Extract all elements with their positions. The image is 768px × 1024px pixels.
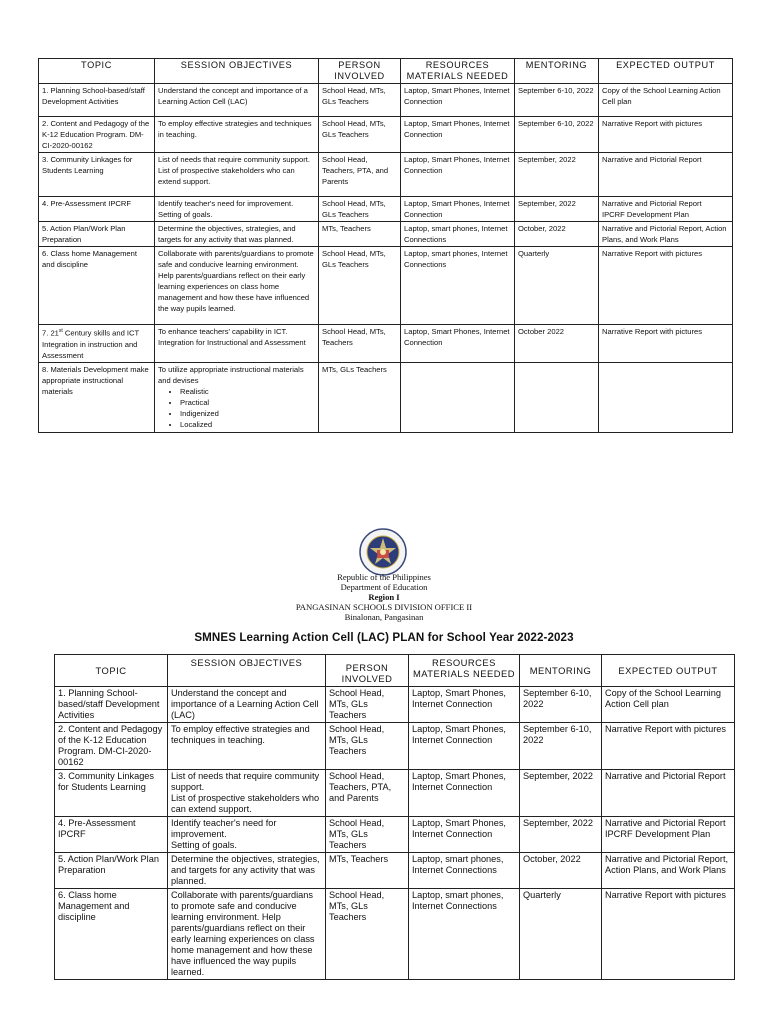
header-mentoring: MENTORING <box>520 655 602 687</box>
header-mentoring: MENTORING <box>515 59 599 84</box>
cell-topic: 1. Planning School-based/staff Development Activities <box>55 687 168 723</box>
cell-output: Narrative Report with pictures <box>602 889 735 980</box>
cell-topic: 2. Content and Pedagogy of the K-12 Education Program. DM-CI-2020-00162 <box>39 117 155 153</box>
cell-resources: Laptop, Smart Phones, Internet Connection <box>401 197 515 222</box>
cell-output: Narrative Report with pictures <box>599 117 733 153</box>
table-row <box>39 153 733 197</box>
cell-output: Narrative and Pictorial Report IPCRF Development Plan <box>599 197 733 222</box>
table-row <box>39 117 733 153</box>
cell-mentoring: October, 2022 <box>515 222 599 247</box>
cell-topic: 4. Pre-Assessment IPCRF <box>55 817 168 853</box>
cell-persons: School Head, Teachers, PTA, and Parents <box>319 153 401 197</box>
list-item: • Localized <box>180 419 315 430</box>
cell-topic <box>39 325 155 363</box>
department-line: Department of Education <box>340 582 428 592</box>
cell-output: Narrative and Pictorial Report, Action Plans, and Work Plans <box>602 853 735 889</box>
list-item: • Practical <box>180 397 315 408</box>
cell-resources: Laptop, smart phones, Internet Connections <box>409 853 520 889</box>
cell-mentoring: September, 2022 <box>515 153 599 197</box>
page-title: SMNES Learning Action Cell (LAC) PLAN for School Year 2022-2023 <box>194 631 574 644</box>
table-row <box>39 84 733 117</box>
cell-topic: 5. Action Plan/Work Plan Preparation <box>55 853 168 889</box>
cell-persons: MTs, GLs Teachers <box>319 362 401 432</box>
cell-objectives: Collaborate with parents/guardians to promote safe and conducive learning environment. Help parents/guardians reflect on their early learning experiences on class home management and how these have influenced the way pupils learned. <box>168 889 326 980</box>
table-row <box>55 817 735 853</box>
cell-resources: Laptop, Smart Phones, Internet Connection <box>409 723 520 770</box>
cell-mentoring: October, 2022 <box>520 853 602 889</box>
cell-objectives: List of needs that require community support. List of prospective stakeholders who can extend support. <box>168 770 326 817</box>
cell-objectives: Collaborate with parents/guardians to promote safe and conducive learning environment. Help parents/guardians reflect on their early learning experiences on class home management and how these have influenced the way pupils learned. <box>155 247 319 325</box>
cell-mentoring: Quarterly <box>515 247 599 325</box>
cell-mentoring: September, 2022 <box>520 817 602 853</box>
cell-resources: Laptop, Smart Phones, Internet Connection <box>401 153 515 197</box>
cell-topic: 2. Content and Pedagogy of the K-12 Education Program. DM-CI-2020-00162 <box>55 723 168 770</box>
table-header-row <box>55 655 735 687</box>
cell-output: Narrative and Pictorial Report IPCRF Development Plan <box>602 817 735 853</box>
cell-persons: School Head, MTs, GLs Teachers <box>326 817 409 853</box>
cell-objectives: To enhance teachers' capability in ICT. Integration for Instructional and Assessment <box>155 325 319 363</box>
table-row <box>55 770 735 817</box>
cell-persons: School Head, MTs, GLs Teachers <box>319 247 401 325</box>
cell-objectives: Identify teacher's need for improvement. Setting of goals. <box>168 817 326 853</box>
cell-resources: Laptop, smart phones, Internet Connections <box>401 222 515 247</box>
cell-mentoring: September, 2022 <box>520 770 602 817</box>
cell-output: Narrative Report with pictures <box>599 325 733 363</box>
division-office-line: PANGASINAN SCHOOLS DIVISION OFFICE II <box>295 602 473 612</box>
cell-persons: School Head, MTs, GLs Teachers <box>319 117 401 153</box>
cell-persons: School Head, MTs, GLs Teachers <box>326 889 409 980</box>
cell-topic: 6. Class home Management and discipline <box>39 247 155 325</box>
cell-mentoring: Quarterly <box>520 889 602 980</box>
cell-topic: 5. Action Plan/Work Plan Preparation <box>39 222 155 247</box>
cell-output: Copy of the School Learning Action Cell plan <box>602 687 735 723</box>
table-row <box>39 247 733 325</box>
cell-persons: School Head, Teachers, PTA, and Parents <box>326 770 409 817</box>
cell-persons: School Head, MTs, GLs Teachers <box>326 687 409 723</box>
cell-output: Narrative Report with pictures <box>602 723 735 770</box>
cell-topic: 4. Pre-Assessment IPCRF <box>39 197 155 222</box>
cell-mentoring: September 6-10, 2022 <box>515 84 599 117</box>
cell-mentoring: September 6-10, 2022 <box>520 723 602 770</box>
cell-resources: Laptop, Smart Phones, Internet Connection <box>401 325 515 363</box>
ordinal-suffix: st <box>58 328 63 334</box>
header-session-objectives: SESSION OBJECTIVES <box>155 59 319 84</box>
table-row <box>55 889 735 980</box>
list-item: • Indigenized <box>180 408 315 419</box>
cell-persons: MTs, Teachers <box>319 222 401 247</box>
cell-objectives: Understand the concept and importance of a Learning Action Cell (LAC) <box>168 687 326 723</box>
cell-mentoring <box>515 362 599 432</box>
cell-resources: Laptop, smart phones, Internet Connections <box>401 247 515 325</box>
header-expected-output: EXPECTED OUTPUT <box>599 59 733 84</box>
cell-output: Copy of the School Learning Action Cell plan <box>599 84 733 117</box>
header-session-objectives: SESSION OBJECTIVES <box>168 655 326 687</box>
republic-line: Republic of the Philippines <box>337 572 431 582</box>
cell-topic: 3. Community Linkages for Students Learning <box>39 153 155 197</box>
cell-resources: Laptop, Smart Phones, Internet Connection <box>401 84 515 117</box>
cell-resources: Laptop, smart phones, Internet Connections <box>409 889 520 980</box>
cell-persons: School Head, MTs, GLs Teachers <box>319 84 401 117</box>
cell-topic: 1. Planning School-based/staff Development Activities <box>39 84 155 117</box>
cell-objectives: Determine the objectives, strategies, and targets for any activity that was planned. <box>155 222 319 247</box>
list-item: • Realistic <box>180 386 315 397</box>
objectives-text: To utilize appropriate instructional materials and devises <box>158 364 304 385</box>
cell-output: Narrative Report with pictures <box>599 247 733 325</box>
header-expected-output: EXPECTED OUTPUT <box>602 655 735 687</box>
cell-mentoring: September 6-10, 2022 <box>520 687 602 723</box>
table-row <box>55 853 735 889</box>
cell-mentoring: September 6-10, 2022 <box>515 117 599 153</box>
table-row <box>39 362 733 432</box>
cell-resources: Laptop, Smart Phones, Internet Connection <box>409 770 520 817</box>
cell-objectives: Understand the concept and importance of a Learning Action Cell (LAC) <box>155 84 319 117</box>
region-line: Region I <box>368 592 400 602</box>
header-topic: TOPIC <box>55 655 168 687</box>
cell-output: Narrative and Pictorial Report, Action Plans, and Work Plans <box>599 222 733 247</box>
cell-topic: 6. Class home Management and discipline <box>55 889 168 980</box>
cell-persons: School Head, MTs, GLs Teachers <box>326 723 409 770</box>
cell-objectives: List of needs that require community support. List of prospective stakeholders who can extend support. <box>155 153 319 197</box>
table-row <box>55 687 735 723</box>
cell-objectives <box>155 362 319 432</box>
cell-output: Narrative and Pictorial Report <box>602 770 735 817</box>
cell-objectives: To employ effective strategies and techniques in teaching. <box>168 723 326 770</box>
cell-mentoring: September, 2022 <box>515 197 599 222</box>
header-person-involved: PERSON INVOLVED <box>326 655 409 687</box>
cell-topic: 3. Community Linkages for Students Learning <box>55 770 168 817</box>
cell-output <box>599 362 733 432</box>
table-row <box>39 197 733 222</box>
cell-topic: 8. Materials Development make appropriate instructional materials <box>39 362 155 432</box>
cell-resources <box>401 362 515 432</box>
topic-number: 7. 21 <box>42 328 59 338</box>
header-resources: RESOURCES MATERIALS NEEDED <box>401 59 515 84</box>
cell-resources: Laptop, Smart Phones, Internet Connection <box>401 117 515 153</box>
bullet-list <box>158 386 315 430</box>
cell-mentoring: October 2022 <box>515 325 599 363</box>
header-person-involved: PERSON INVOLVED <box>319 59 401 84</box>
cell-resources: Laptop, Smart Phones, Internet Connection <box>409 687 520 723</box>
cell-objectives: Determine the objectives, strategies, and targets for any activity that was planned. <box>168 853 326 889</box>
cell-persons: School Head, MTs, GLs Teachers <box>319 197 401 222</box>
table-row <box>55 723 735 770</box>
header-topic: TOPIC <box>39 59 155 84</box>
location-line: Binalonan, Pangasinan <box>344 612 424 622</box>
cell-resources: Laptop, Smart Phones, Internet Connection <box>409 817 520 853</box>
topic-text: Century skills and ICT Integration in instruction and Assessment <box>42 328 140 360</box>
cell-output: Narrative and Pictorial Report <box>599 153 733 197</box>
top-lac-plan-table <box>38 58 733 433</box>
table-row <box>39 325 733 363</box>
cell-objectives: Identify teacher's need for improvement. Setting of goals. <box>155 197 319 222</box>
cell-persons: MTs, Teachers <box>326 853 409 889</box>
table-header-row <box>39 59 733 84</box>
table-row <box>39 222 733 247</box>
cell-persons: School Head, MTs, Teachers <box>319 325 401 363</box>
cell-objectives: To employ effective strategies and techniques in teaching. <box>155 117 319 153</box>
bottom-lac-plan-table <box>54 654 735 980</box>
deped-seal-logo <box>359 528 407 576</box>
header-resources: RESOURCES MATERIALS NEEDED <box>409 655 520 687</box>
